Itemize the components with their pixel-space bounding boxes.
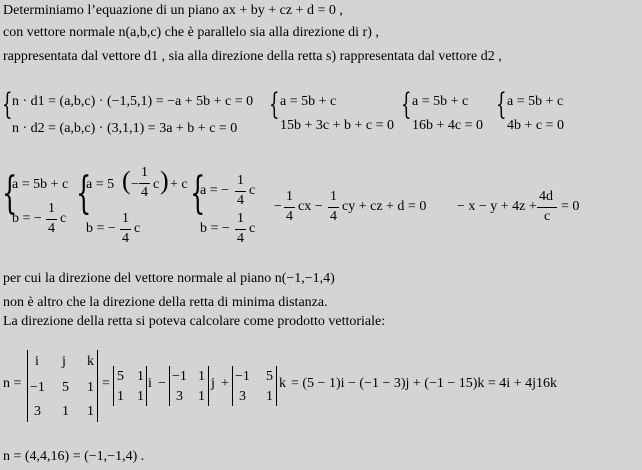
system-equation: 4b + c = 0 [507,118,565,133]
fraction-bar [328,207,339,208]
fraction-denominator: 4 [141,185,148,200]
fraction-bar [284,207,295,208]
system-brace: { [496,87,507,122]
fraction-numerator: 1 [141,165,148,180]
fraction-denominator: 4 [286,209,293,224]
matrix-cell: 1 [62,404,69,419]
equals-sign: = [102,376,110,391]
unit-vector-i: i [148,376,152,391]
unit-vector-i: i [35,354,39,369]
equation-part: cy + cz + d = 0 [342,199,427,214]
minor-cell: −1 [172,369,187,384]
fraction-bar [235,191,246,192]
minor-bar [113,366,114,406]
minor-cell: 1 [266,389,273,404]
system-brace: { [190,168,206,219]
fraction-denominator: 4 [237,193,244,208]
minor-cell: 1 [198,369,205,384]
conclusion-line-1 [3,270,335,287]
minor-cell: 5 [266,369,273,384]
system-brace: { [269,87,280,122]
system-equation: b = − [86,221,116,236]
minor-cell: 3 [239,389,246,404]
intro-line-1: Determiniamo l’equazione di un piano ax + by + cz + d = 0 , [3,3,343,18]
unit-vector-k: k [87,354,94,369]
fraction-numerator: 1 [330,189,337,204]
minus-sign: − [158,376,166,391]
system-equation: a = 5 [86,177,115,192]
system-brace: { [2,168,18,219]
equation-part: = 0 [561,199,580,214]
determinant-bar-left [27,350,28,422]
matrix-cell: 1 [87,380,94,395]
system-brace: { [401,87,412,122]
fraction-variable: c [249,183,256,198]
minus-sign: − [274,199,282,214]
fraction-variable: c [134,221,141,236]
fraction-bar [139,183,150,184]
conclusion-text: per cui la direzione del vettore normale al piano [3,271,275,286]
fraction-denominator: 4 [237,231,244,246]
conclusion-line-2: non è altro che la direzione della retta di minima distanza. [3,295,328,310]
paren-left: ( [122,166,131,195]
minor-cell: 1 [117,389,124,404]
intro-line-3: rappresentata dal vettore d1 , sia alla direzione della retta s) rappresentata dal vettore d2 , [3,49,502,64]
fraction-bar [46,219,57,220]
minor-cell: −1 [235,369,250,384]
conclusion-line-3: La direzione della retta si poteva calcolare come prodotto vettoriale: [3,314,386,329]
determinant-bar-right [97,350,98,422]
normal-vector: n(−1,−1,4) [274,271,335,286]
system-equation-tail: + c [170,177,188,192]
fraction-denominator: 4 [122,231,129,246]
minor-cell: 1 [137,369,144,384]
system-equation: a = 5b + c [412,94,469,109]
minor-cell: 3 [176,389,183,404]
system-equation: a = 5b + c [507,94,564,109]
fraction-bar [537,207,557,208]
system-equation: b = − [200,221,230,236]
fraction-denominator: c [544,209,551,224]
unit-vector-k: k [279,376,286,391]
matrix-cell: 5 [62,380,69,395]
intro-line-2: con vettore normale n(a,b,c) che è parallelo sia alla direzione di r) , [3,25,379,40]
fraction-variable: c [153,177,160,192]
minor-bar [208,366,209,406]
fraction-numerator: 1 [286,189,293,204]
fraction-denominator: 4 [48,221,55,236]
system-brace: { [76,168,92,219]
equation-dot-d1: n · d1 = (a,b,c) · (−1,5,1) = −a + 5b + c = 0 [12,94,254,109]
fraction-numerator: 4d [539,189,553,204]
determinant-lhs: n = [3,376,22,391]
fraction-numerator: 1 [122,211,129,226]
system-brace: { [2,87,13,122]
minor-cell: 1 [137,389,144,404]
system-equation: a = − [200,183,230,198]
final-normal-vector: n = (4,4,16) = (−1,−1,4) . [3,449,145,464]
plus-sign: + [221,376,229,391]
unit-vector-j: j [211,376,215,391]
fraction-numerator: 1 [48,201,55,216]
fraction-denominator: 4 [330,209,337,224]
minor-bar [276,366,277,406]
matrix-cell: 3 [34,404,41,419]
system-equation: a = 5b + c [280,94,337,109]
minor-cell: 5 [117,369,124,384]
cross-product-result: = (5 − 1)i − (−1 − 3)j + (−1 − 15)k = 4i + 4j16k [291,376,557,391]
minor-bar [169,366,170,406]
minor-bar [146,366,147,406]
minus-sign: − [131,177,139,192]
minor-cell: 1 [198,389,205,404]
fraction-bar [120,229,131,230]
unit-vector-j: j [62,354,66,369]
fraction-bar [235,229,246,230]
fraction-variable: c [60,211,67,226]
fraction-numerator: 1 [237,173,244,188]
paren-right: ) [160,166,169,195]
equation-part: cx − [298,199,323,214]
matrix-cell: −1 [30,380,45,395]
system-equation: 15b + 3c + b + c = 0 [280,118,395,133]
system-equation: 16b + 4c = 0 [412,118,484,133]
matrix-cell: 1 [87,404,94,419]
fraction-variable: c [249,221,256,236]
fraction-numerator: 1 [237,211,244,226]
equation-part: − x − y + 4z + [457,199,537,214]
system-equation: b = − [12,211,42,226]
system-equation: a = 5b + c [12,177,69,192]
equation-dot-d2: n · d2 = (a,b,c) · (3,1,1) = 3a + b + c = 0 [12,121,238,136]
minor-bar [232,366,233,406]
